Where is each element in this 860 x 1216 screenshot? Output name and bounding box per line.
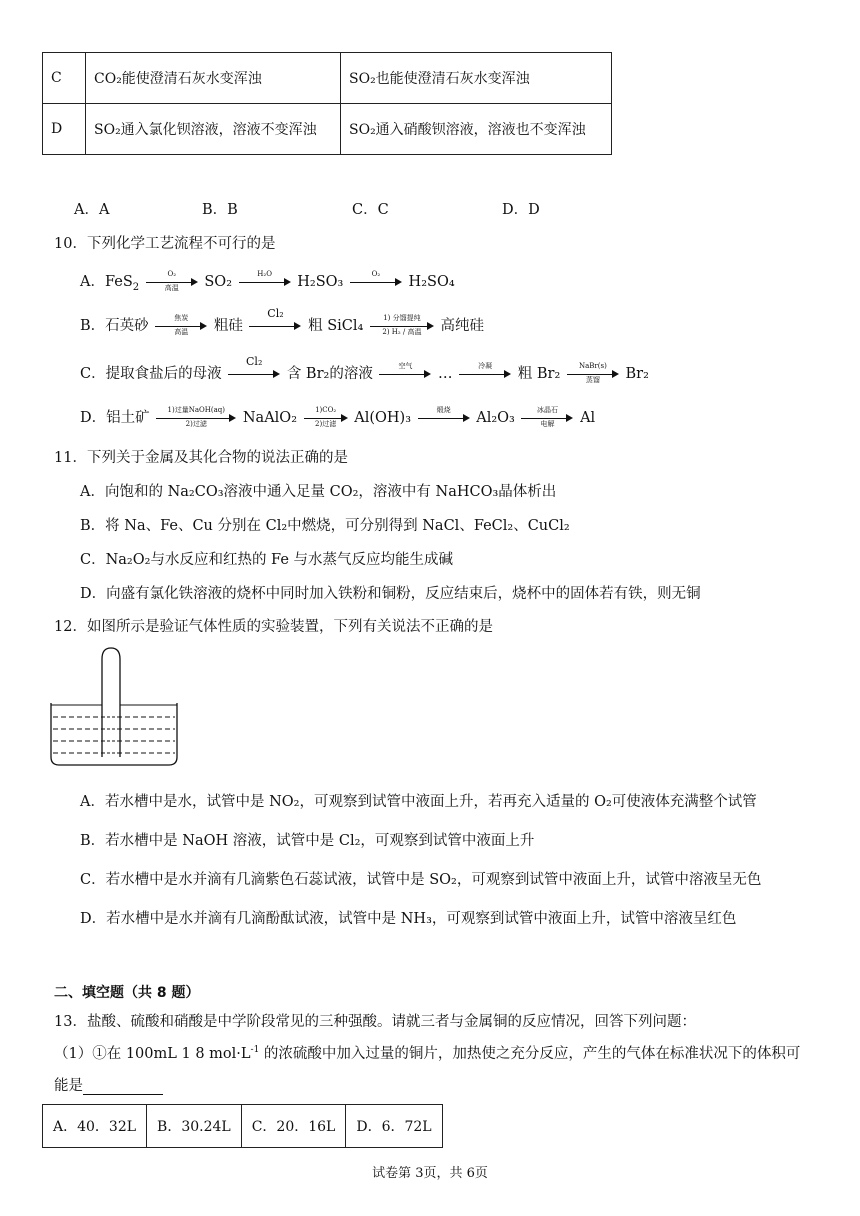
species: 粗 Br₂ [517,366,561,382]
q13-options-table [42,1104,443,1148]
q12-stem: 12．如图所示是验证气体性质的实验装置，下列有关说法不正确的是 [54,619,493,635]
row-col1: CO₂能使澄清石灰水变浑浊 [86,53,341,104]
section-title: 二、填空题（共 8 题） [54,985,200,1001]
row-col2: SO₂也能使澄清石灰水变浑浊 [341,53,612,104]
q12-option-c[interactable]: C．若水槽中是水并滴有几滴紫色石蕊试液，试管中是 SO₂，可观察到试管中液面上升，试管中溶液呈无色 [80,872,762,888]
species: SO₂ [204,274,233,290]
q13-option-d[interactable]: D．6．72L [346,1105,442,1148]
reaction-arrow: 1) 分馏提纯 2) H₂ / 高温 [370,317,434,335]
species: Al₂O₃ [476,410,515,426]
reaction-arrow: 冰晶石 电解 [521,409,573,427]
species: 粗硅 [213,318,243,334]
q13-option-a[interactable]: A．40．32L [43,1105,147,1148]
species: 高纯硅 [440,318,485,334]
reaction-arrow: NaBr(s) 蒸馏 [567,365,619,383]
q9-option-b[interactable]: B．B [202,202,238,218]
label: A． [80,274,105,290]
q10-option-a[interactable]: A．FeS$_2$ O₂ 高温 SO₂ H₂O H₂SO₃ O₂ H₂SO₄ [80,270,455,293]
species: FeS [104,274,133,290]
q12-option-a[interactable]: A．若水槽中是水，试管中是 NO₂，可观察到试管中液面上升，若再充入适量的 O₂可使液体充满整个试管 [80,794,757,810]
q10-option-d[interactable] [80,406,595,427]
label: B．石英砂 [80,318,149,334]
q10-stem: 10．下列化学工艺流程不可行的是 [54,236,276,252]
q11-stem: 11．下列关于金属及其化合物的说法正确的是 [54,450,348,466]
reaction-arrow: 冷凝 [459,365,511,383]
q10-option-c[interactable] [80,355,649,384]
species: Al [580,410,596,426]
label: C．提取食盐后的母液 [80,366,222,382]
species: Al(OH)₃ [354,410,412,426]
q9-option-d[interactable]: D．D [502,202,540,218]
table-row [43,53,612,104]
reaction-arrow: 空气 [379,365,431,383]
row-key: D [43,104,86,155]
table-row [43,1105,443,1148]
answer-blank[interactable] [83,1094,163,1095]
species: 含 Br₂的溶液 [286,366,373,382]
reaction-arrow: O₂ 高温 [146,273,198,291]
row-col1: SO₂通入氯化钡溶液，溶液不变浑浊 [86,104,341,155]
q9-comparison-table [42,52,612,155]
row-key: C [43,53,86,104]
test-tube-trough-diagram [48,645,180,770]
label: D．铝土矿 [80,410,150,426]
page-footer: 试卷第 3页，共 6页 [372,1166,488,1181]
reaction-arrow: O₂ [350,273,402,291]
q12-option-d[interactable]: D．若水槽中是水并滴有几滴酚酞试液，试管中是 NH₃，可观察到试管中液面上升，试管中溶液呈红色 [80,911,737,927]
species: Br₂ [625,366,649,382]
q13-part1: （1）①在 100mL 1 8 $mol\cdot L^{-1}$ 的浓硫酸中加入过量的铜片，加热使之充分反应，产生的气体在标准状况下的体积可 [54,1045,801,1062]
species: H₂SO₃ [297,274,344,290]
q11-option-b[interactable]: B．将 Na、Fe、Cu 分别在 Cl₂中燃烧，可分别得到 NaCl、FeCl₂、CuCl₂ [80,518,570,534]
q13-option-c[interactable]: C．20．16L [241,1105,346,1148]
q13-option-b[interactable]: B．30.24L [147,1105,242,1148]
species: … [438,366,453,382]
q9-option-a[interactable]: A．A [74,202,110,218]
q10-option-b[interactable] [80,307,485,336]
reaction-arrow: 1)CO₂ 2)过滤 [304,409,348,427]
reaction-arrow: Cl₂ [228,365,280,383]
reaction-arrow: Cl₂ [249,317,301,335]
reaction-arrow: 煅烧 [418,409,470,427]
row-col2: SO₂通入硝酸钡溶液，溶液也不变浑浊 [341,104,612,155]
reaction-arrow: 焦炭 高温 [155,317,207,335]
q12-option-b[interactable]: B．若水槽中是 NaOH 溶液，试管中是 Cl₂，可观察到试管中液面上升 [80,833,535,849]
q9-option-c[interactable]: C．C [352,202,389,218]
q13-stem: 13．盐酸、硫酸和硝酸是中学阶段常见的三种强酸。请就三者与金属铜的反应情况，回答下列问题： [54,1014,696,1030]
reaction-arrow: H₂O [239,273,291,291]
table-row [43,104,612,155]
reaction-arrow: 1)过量NaOH(aq) 2)过滤 [156,409,236,427]
species: H₂SO₄ [408,274,455,290]
species: NaAlO₂ [242,410,298,426]
q11-option-c[interactable]: C．Na₂O₂与水反应和红热的 Fe 与水蒸气反应均能生成碱 [80,552,454,568]
q11-option-a[interactable]: A．向饱和的 Na₂CO₃溶液中通入足量 CO₂，溶液中有 NaHCO₃晶体析出 [80,484,557,500]
q13-part1-cont: 能是 [54,1074,163,1095]
q11-option-d[interactable]: D．向盛有氯化铁溶液的烧杯中同时加入铁粉和铜粉，反应结束后，烧杯中的固体若有铁，则无铜 [80,586,701,602]
species: 粗 SiCl₄ [308,318,364,334]
